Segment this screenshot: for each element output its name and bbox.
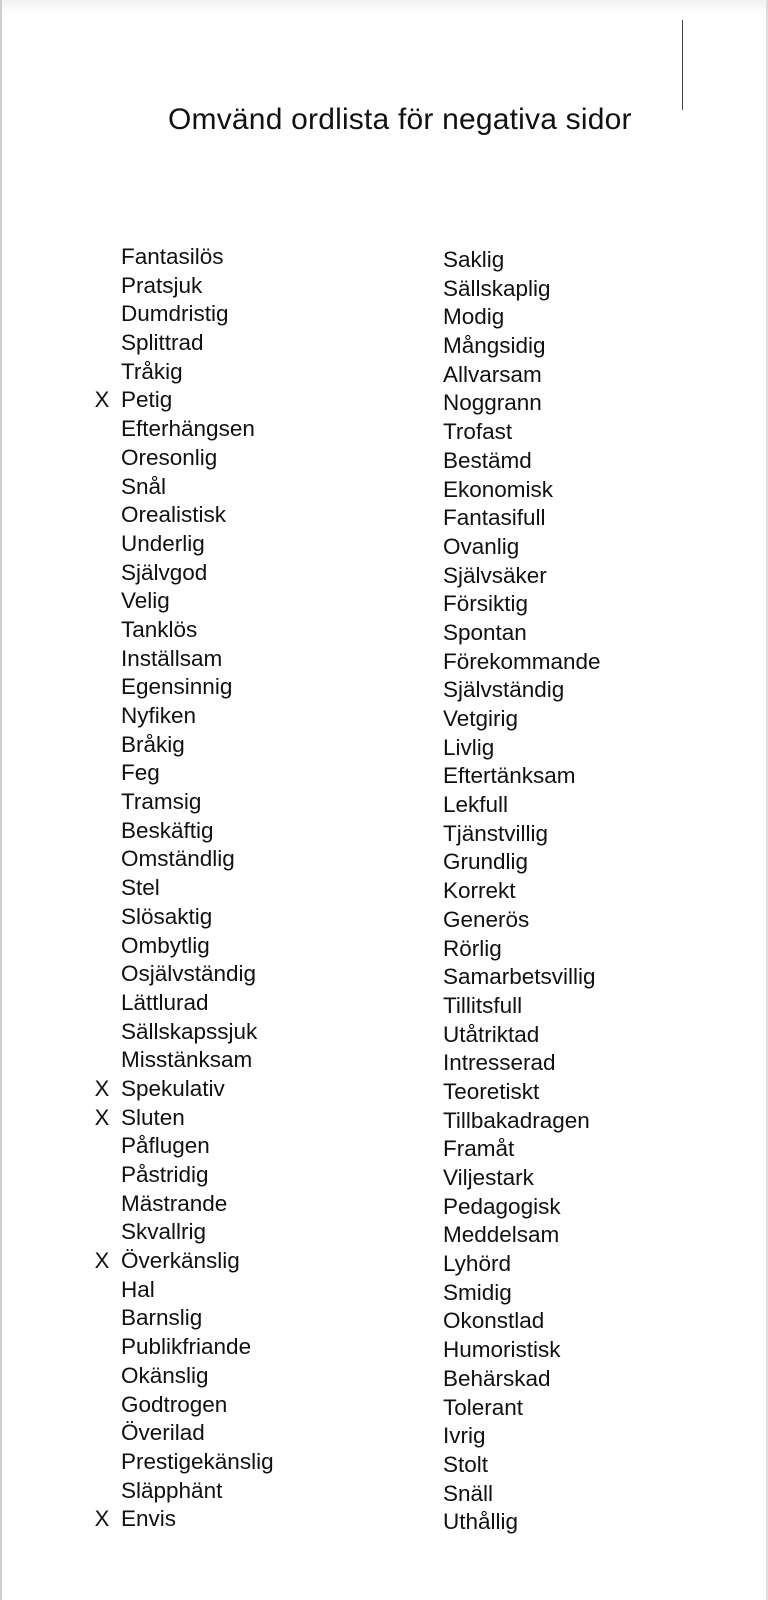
negative-trait-item: [121, 616, 274, 645]
trait-word: Feg: [121, 760, 160, 786]
positive-trait-item: [443, 1307, 601, 1336]
negative-trait-item: [121, 358, 274, 387]
trait-word: Behärskad: [443, 1365, 551, 1391]
negative-trait-item: [121, 903, 274, 932]
positive-trait-item: [443, 1394, 601, 1423]
positive-trait-item: [443, 791, 601, 820]
negative-trait-item: [121, 1276, 274, 1305]
positive-trait-item: [443, 476, 601, 505]
positive-trait-item: [443, 906, 601, 935]
positive-trait-item: [443, 1250, 601, 1279]
trait-word: Bråkig: [121, 731, 185, 757]
positive-trait-item: [443, 820, 601, 849]
trait-word: Grundlig: [443, 849, 529, 875]
trait-word: Okänslig: [121, 1362, 209, 1388]
trait-word: Osjälvständig: [121, 961, 257, 987]
positive-trait-item: [443, 1508, 601, 1537]
positive-trait-item: [443, 1078, 601, 1107]
negative-trait-item: [121, 645, 274, 674]
negative-trait-item: [121, 272, 274, 301]
trait-word: Publikfriande: [121, 1334, 252, 1360]
negative-trait-item: [121, 1218, 274, 1247]
trait-word: Ombytlig: [121, 932, 210, 958]
negative-trait-item: [121, 932, 274, 961]
trait-word: Rörlig: [443, 935, 502, 961]
trait-word: Sällskaplig: [443, 275, 551, 301]
trait-word: Stolt: [443, 1451, 489, 1477]
positive-trait-item: [443, 1365, 601, 1394]
handwritten-x-mark: X: [94, 1248, 110, 1274]
trait-word: Utåtriktad: [443, 1021, 540, 1047]
trait-word: Självsäker: [443, 562, 547, 588]
trait-word: Påstridig: [121, 1162, 209, 1187]
trait-word: Korrekt: [443, 878, 516, 904]
negative-trait-item: [121, 501, 274, 530]
negative-trait-item: [121, 1362, 274, 1391]
negative-trait-item: [121, 702, 274, 731]
trait-word: Tjänstvillig: [443, 820, 549, 846]
trait-word: Tolerant: [443, 1394, 524, 1420]
trait-word: Velig: [121, 588, 170, 614]
trait-word: Överilad: [121, 1420, 205, 1446]
trait-word: Tillitsfull: [443, 992, 523, 1018]
negative-trait-item: [94, 1247, 274, 1276]
positive-trait-item: [443, 562, 601, 591]
trait-word: Påflugen: [121, 1133, 210, 1159]
trait-word: Barnslig: [121, 1305, 203, 1331]
positive-trait-item: [443, 361, 601, 390]
trait-word: Lekfull: [443, 792, 509, 818]
negative-trait-item: [121, 329, 274, 358]
positive-trait-item: [443, 1021, 601, 1050]
trait-word: Generös: [443, 906, 530, 932]
trait-word: Stel: [121, 875, 160, 901]
negative-trait-item: [94, 1505, 274, 1534]
trait-word: Nyfiken: [121, 703, 197, 728]
trait-word: Orealistisk: [121, 502, 227, 528]
positive-trait-item: [443, 303, 601, 332]
negative-trait-item: [121, 530, 274, 559]
positive-trait-item: [443, 848, 601, 877]
negative-trait-item: [121, 1190, 274, 1219]
trait-word: Lättlurad: [121, 989, 209, 1015]
positive-trait-item: [443, 389, 601, 418]
trait-word: Allvarsam: [443, 361, 542, 387]
trait-word: Modig: [443, 304, 505, 330]
trait-word: Omständlig: [121, 846, 235, 872]
trait-word: Hal: [121, 1276, 155, 1302]
positive-trait-item: [443, 1221, 601, 1250]
trait-word: Släpphänt: [121, 1477, 223, 1503]
positive-trait-item: [443, 619, 601, 648]
trait-word: Splittrad: [121, 330, 204, 356]
trait-word: Misstänksam: [121, 1047, 253, 1073]
trait-word: Tillbakadragen: [443, 1107, 590, 1133]
negative-trait-item: [94, 386, 274, 415]
trait-word: Humoristisk: [443, 1337, 561, 1363]
negative-trait-item: [121, 415, 274, 444]
negative-trait-item: [121, 300, 274, 329]
negative-trait-item: [121, 845, 274, 874]
negative-trait-item: [121, 473, 274, 502]
handwritten-x-mark: X: [94, 387, 110, 413]
trait-word: Självgod: [121, 559, 208, 585]
trait-word: Oresonlig: [121, 444, 218, 470]
trait-word: Intresserad: [443, 1050, 556, 1076]
trait-word: Egensinnig: [121, 674, 233, 700]
positive-traits-column: [443, 246, 601, 1537]
negative-trait-item: [121, 874, 274, 903]
trait-word: Självständig: [443, 677, 565, 703]
negative-trait-item: [121, 587, 274, 616]
negative-trait-item: [121, 1448, 274, 1477]
positive-trait-item: [443, 992, 601, 1021]
trait-word: Skvallrig: [121, 1219, 207, 1245]
trait-word: Tråkig: [121, 358, 183, 384]
trait-word: Underlig: [121, 530, 205, 556]
trait-word: Ovanlig: [443, 533, 520, 559]
negative-trait-item: [121, 817, 274, 846]
trait-word: Tramsig: [121, 789, 202, 815]
positive-trait-item: [443, 935, 601, 964]
negative-trait-item: [121, 759, 274, 788]
positive-trait-item: [443, 676, 601, 705]
positive-trait-item: [443, 762, 601, 791]
scan-artifact-line: [682, 20, 683, 110]
positive-trait-item: [443, 1049, 601, 1078]
scan-noise-top: [0, 0, 768, 18]
handwritten-x-mark: X: [94, 1506, 110, 1532]
negative-trait-item: [121, 243, 274, 272]
trait-word: Mångsidig: [443, 333, 546, 359]
trait-word: Tanklös: [121, 616, 198, 642]
trait-word: Pedagogisk: [443, 1193, 561, 1219]
trait-word: Förekommande: [443, 648, 601, 674]
negative-trait-item: [121, 1046, 274, 1075]
positive-trait-item: [443, 1336, 601, 1365]
positive-trait-item: [443, 1135, 601, 1164]
trait-word: Petig: [121, 387, 173, 413]
negative-trait-item: [121, 960, 274, 989]
trait-word: Bestämd: [443, 447, 532, 473]
trait-word: Noggrann: [443, 390, 542, 416]
trait-word: Beskäftig: [121, 817, 214, 843]
positive-trait-item: [443, 705, 601, 734]
positive-trait-item: [443, 1422, 601, 1451]
positive-trait-item: [443, 734, 601, 763]
positive-trait-item: [443, 246, 601, 275]
trait-word: Överkänslig: [121, 1248, 240, 1274]
positive-trait-item: [443, 590, 601, 619]
trait-word: Efterhängsen: [121, 416, 255, 442]
negative-trait-item: [121, 1304, 274, 1333]
positive-trait-item: [443, 447, 601, 476]
trait-word: Uthållig: [443, 1509, 519, 1535]
trait-word: Framåt: [443, 1136, 515, 1162]
handwritten-x-mark: X: [94, 1075, 110, 1101]
trait-word: Pratsjuk: [121, 272, 203, 298]
negative-trait-item: [94, 1075, 274, 1104]
positive-trait-item: [443, 275, 601, 304]
positive-trait-item: [443, 1480, 601, 1509]
trait-word: Eftertänksam: [443, 763, 576, 789]
positive-trait-item: [443, 877, 601, 906]
trait-word: Spontan: [443, 619, 527, 645]
trait-word: Teoretiskt: [443, 1078, 540, 1104]
trait-word: Okonstlad: [443, 1308, 545, 1334]
trait-word: Meddelsam: [443, 1222, 560, 1248]
trait-word: Ivrig: [443, 1423, 486, 1449]
negative-trait-item: [121, 1018, 274, 1047]
trait-word: Sluten: [121, 1104, 185, 1130]
trait-word: Snål: [121, 473, 167, 499]
negative-trait-item: [121, 1161, 274, 1190]
negative-trait-item: [94, 1104, 274, 1133]
trait-word: Försiktig: [443, 591, 529, 617]
negative-trait-item: [121, 1477, 274, 1506]
positive-trait-item: [443, 963, 601, 992]
trait-word: Livlig: [443, 734, 495, 760]
positive-trait-item: [443, 1193, 601, 1222]
trait-word: Godtrogen: [121, 1391, 228, 1417]
positive-trait-item: [443, 332, 601, 361]
trait-word: Samarbetsvillig: [443, 964, 596, 990]
positive-trait-item: [443, 1164, 601, 1193]
negative-trait-item: [121, 444, 274, 473]
trait-word: Slösaktig: [121, 903, 213, 929]
trait-word: Snäll: [443, 1480, 494, 1506]
negative-trait-item: [121, 788, 274, 817]
trait-word: Spekulativ: [121, 1075, 225, 1101]
trait-word: Dumdristig: [121, 301, 229, 327]
negative-trait-item: [121, 989, 274, 1018]
trait-word: Viljestark: [443, 1165, 534, 1190]
scan-edge-left: [0, 0, 2, 1600]
positive-trait-item: [443, 648, 601, 677]
negative-trait-item: [121, 559, 274, 588]
trait-word: Envis: [121, 1506, 177, 1532]
page-title: Omvänd ordlista för negativa sidor: [168, 103, 632, 136]
trait-word: Smidig: [443, 1279, 512, 1305]
positive-trait-item: [443, 1451, 601, 1480]
trait-word: Sällskapssjuk: [121, 1018, 258, 1044]
trait-word: Mästrande: [121, 1190, 228, 1216]
trait-word: Fantasifull: [443, 505, 546, 531]
negative-trait-item: [121, 673, 274, 702]
trait-word: Trofast: [443, 419, 513, 445]
negative-traits-column: [94, 243, 274, 1534]
trait-word: Vetgirig: [443, 706, 519, 731]
trait-word: Fantasilös: [121, 244, 224, 269]
negative-trait-item: [121, 1419, 274, 1448]
negative-trait-item: [121, 1132, 274, 1161]
trait-word: Inställsam: [121, 645, 223, 671]
positive-trait-item: [443, 418, 601, 447]
negative-trait-item: [121, 1391, 274, 1420]
trait-word: Saklig: [443, 247, 505, 272]
positive-trait-item: [443, 504, 601, 533]
positive-trait-item: [443, 533, 601, 562]
trait-word: Prestigekänslig: [121, 1448, 274, 1474]
handwritten-x-mark: X: [94, 1104, 110, 1130]
negative-trait-item: [121, 731, 274, 760]
negative-trait-item: [121, 1333, 274, 1362]
trait-word: Lyhörd: [443, 1251, 511, 1277]
trait-word: Ekonomisk: [443, 476, 554, 502]
positive-trait-item: [443, 1279, 601, 1308]
positive-trait-item: [443, 1107, 601, 1136]
